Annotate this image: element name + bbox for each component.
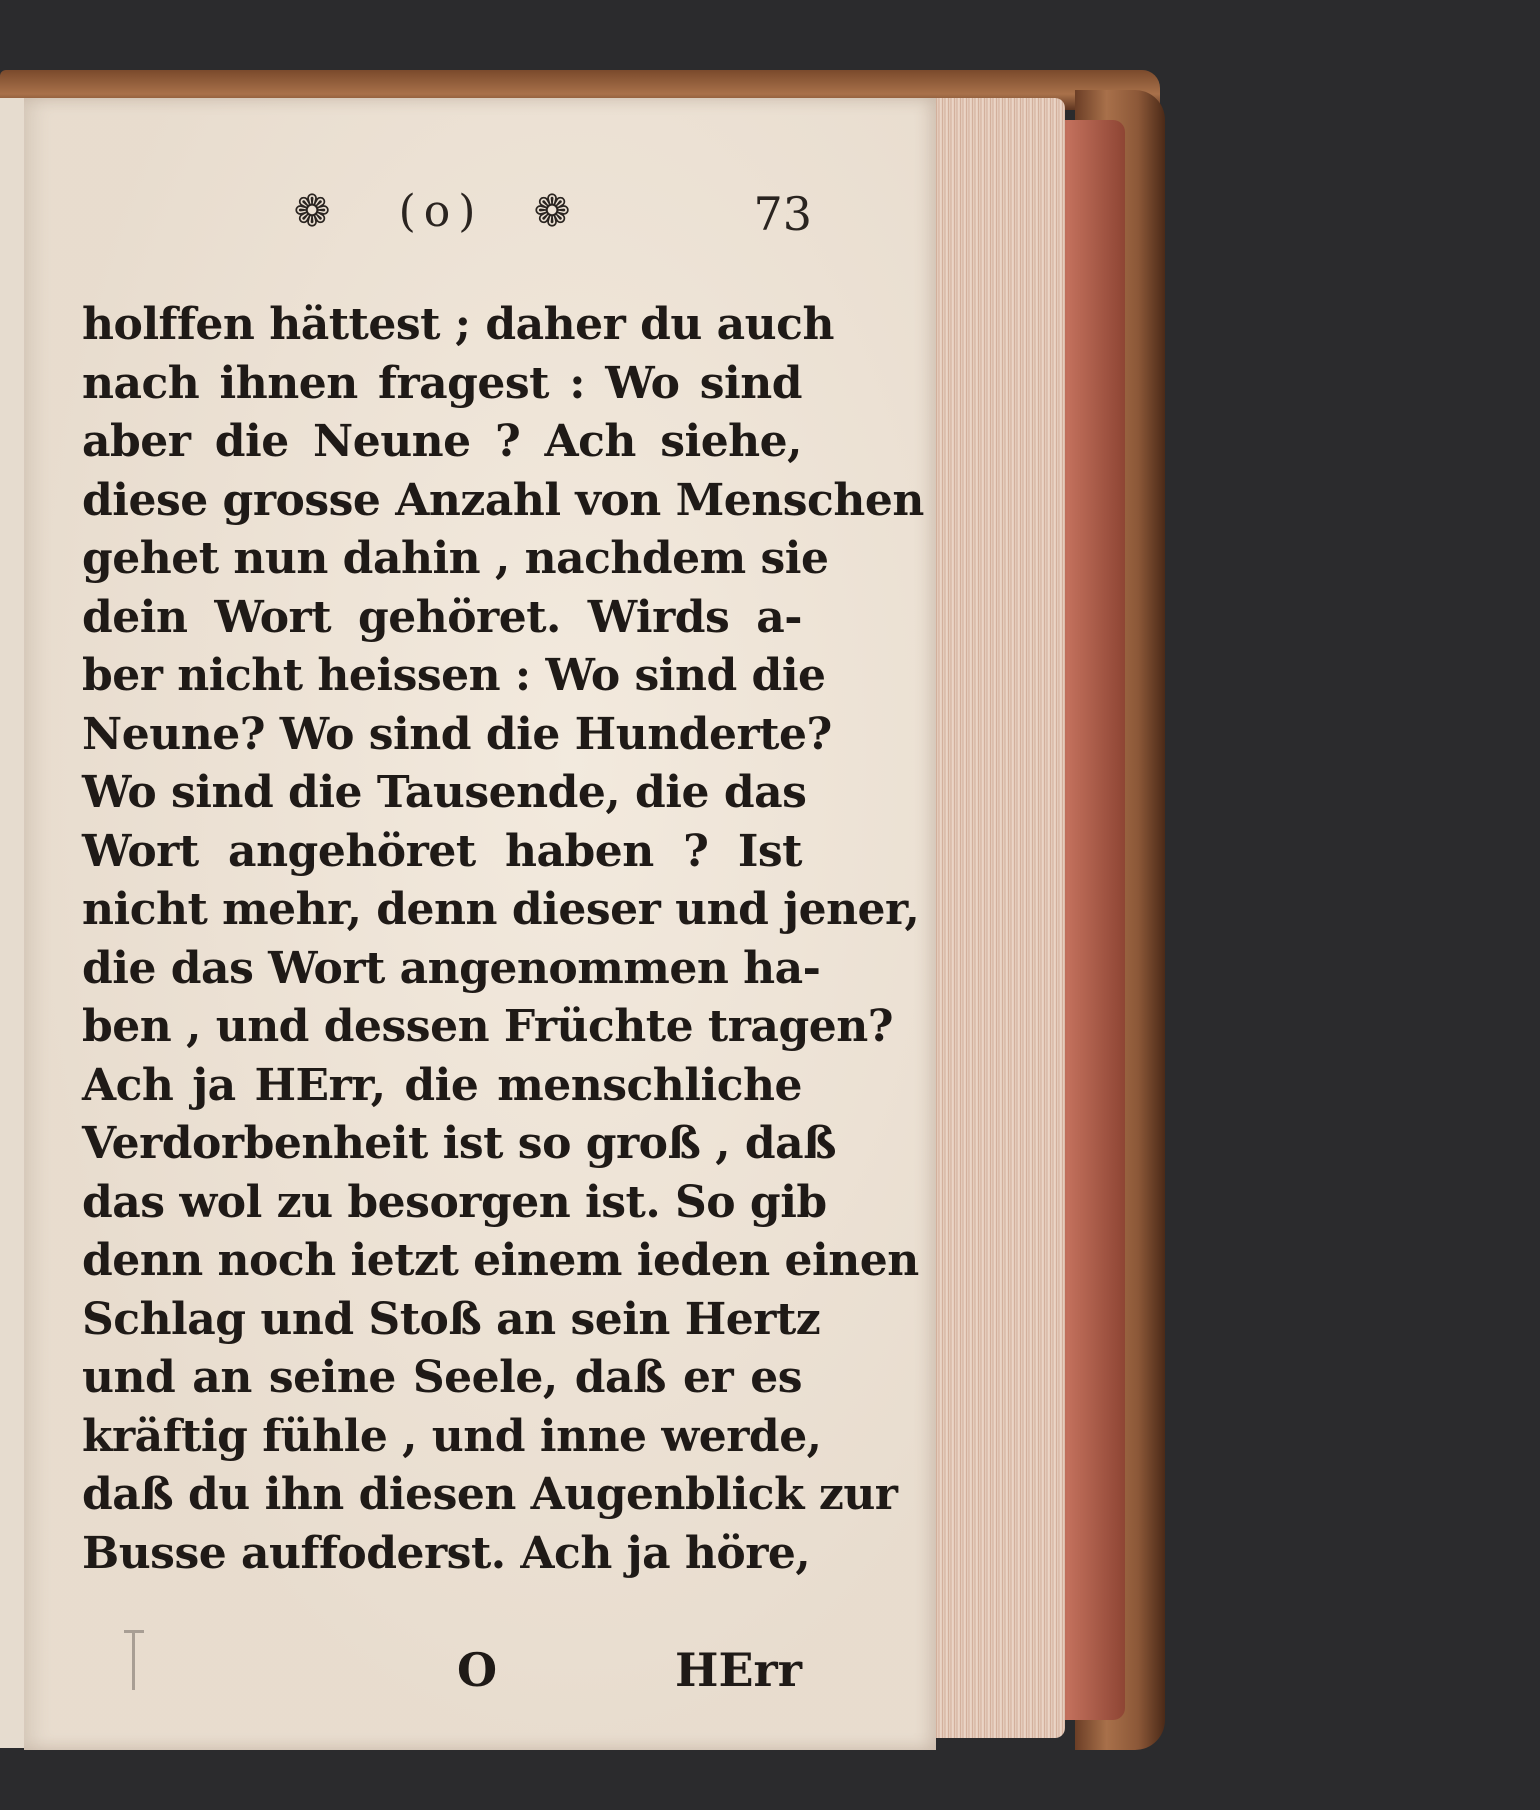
text-line: das wol zu besorgen ist. So gib (82, 1176, 827, 1228)
text-line: diese grosse Anzahl von Menschen (82, 474, 924, 526)
pencil-mark-stem (132, 1630, 135, 1690)
text-line: daß du ihn diesen Augenblick zur (82, 1469, 898, 1520)
text-line: gehet nun dahin , nachdem sie (82, 533, 829, 584)
catchword-row (82, 1638, 802, 1702)
page-header (264, 180, 824, 250)
text-line: Busse auffoderst. Ach ja höre, (82, 1527, 811, 1579)
text-line: dein Wort gehöret. Wirds a- (82, 591, 802, 643)
text-line: denn noch ietzt einem ieden einen (82, 1235, 919, 1286)
catchword: HErr (675, 1643, 802, 1697)
text-line: die das Wort angenommen ha- (82, 942, 821, 994)
text-line: Wort angehöret haben ? Ist (82, 825, 802, 877)
text-line: Neune? Wo sind die Hunderte? (82, 708, 832, 760)
book-page (24, 98, 936, 1750)
text-line: Schlag und Stoß an sein Hertz (82, 1293, 821, 1345)
text-line: holffen hättest ; daher du auch (82, 299, 834, 350)
page-mark: (o) (398, 186, 484, 237)
flower-ornament-icon: ❁ (533, 186, 571, 237)
book (0, 70, 1170, 1750)
text-line: kräftig fühle , und inne werde, (82, 1410, 822, 1462)
text-line: Verdorbenheit ist so groß , daß (82, 1118, 837, 1169)
left-page-sliver (0, 98, 26, 1748)
text-line: nicht mehr, denn dieser und jener, (82, 884, 920, 935)
flower-ornament-icon: ❁ (293, 186, 331, 237)
text-line: ber nicht heissen : Wo sind die (82, 650, 826, 701)
body-text (82, 296, 924, 1583)
page-number: 73 (753, 187, 812, 241)
text-line: nach ihnen fragest : Wo sind (82, 357, 802, 409)
signature-mark: O (457, 1643, 498, 1697)
page-edges (925, 98, 1065, 1738)
text-line: und an seine Seele, daß er es (82, 1352, 802, 1403)
text-line: Wo sind die Tausende, die das (82, 767, 807, 818)
text-line: aber die Neune ? Ach siehe, (82, 416, 802, 467)
text-line: ben , und dessen Früchte tragen? (82, 1001, 893, 1052)
text-line: Ach ja HErr, die menschliche (82, 1059, 802, 1111)
